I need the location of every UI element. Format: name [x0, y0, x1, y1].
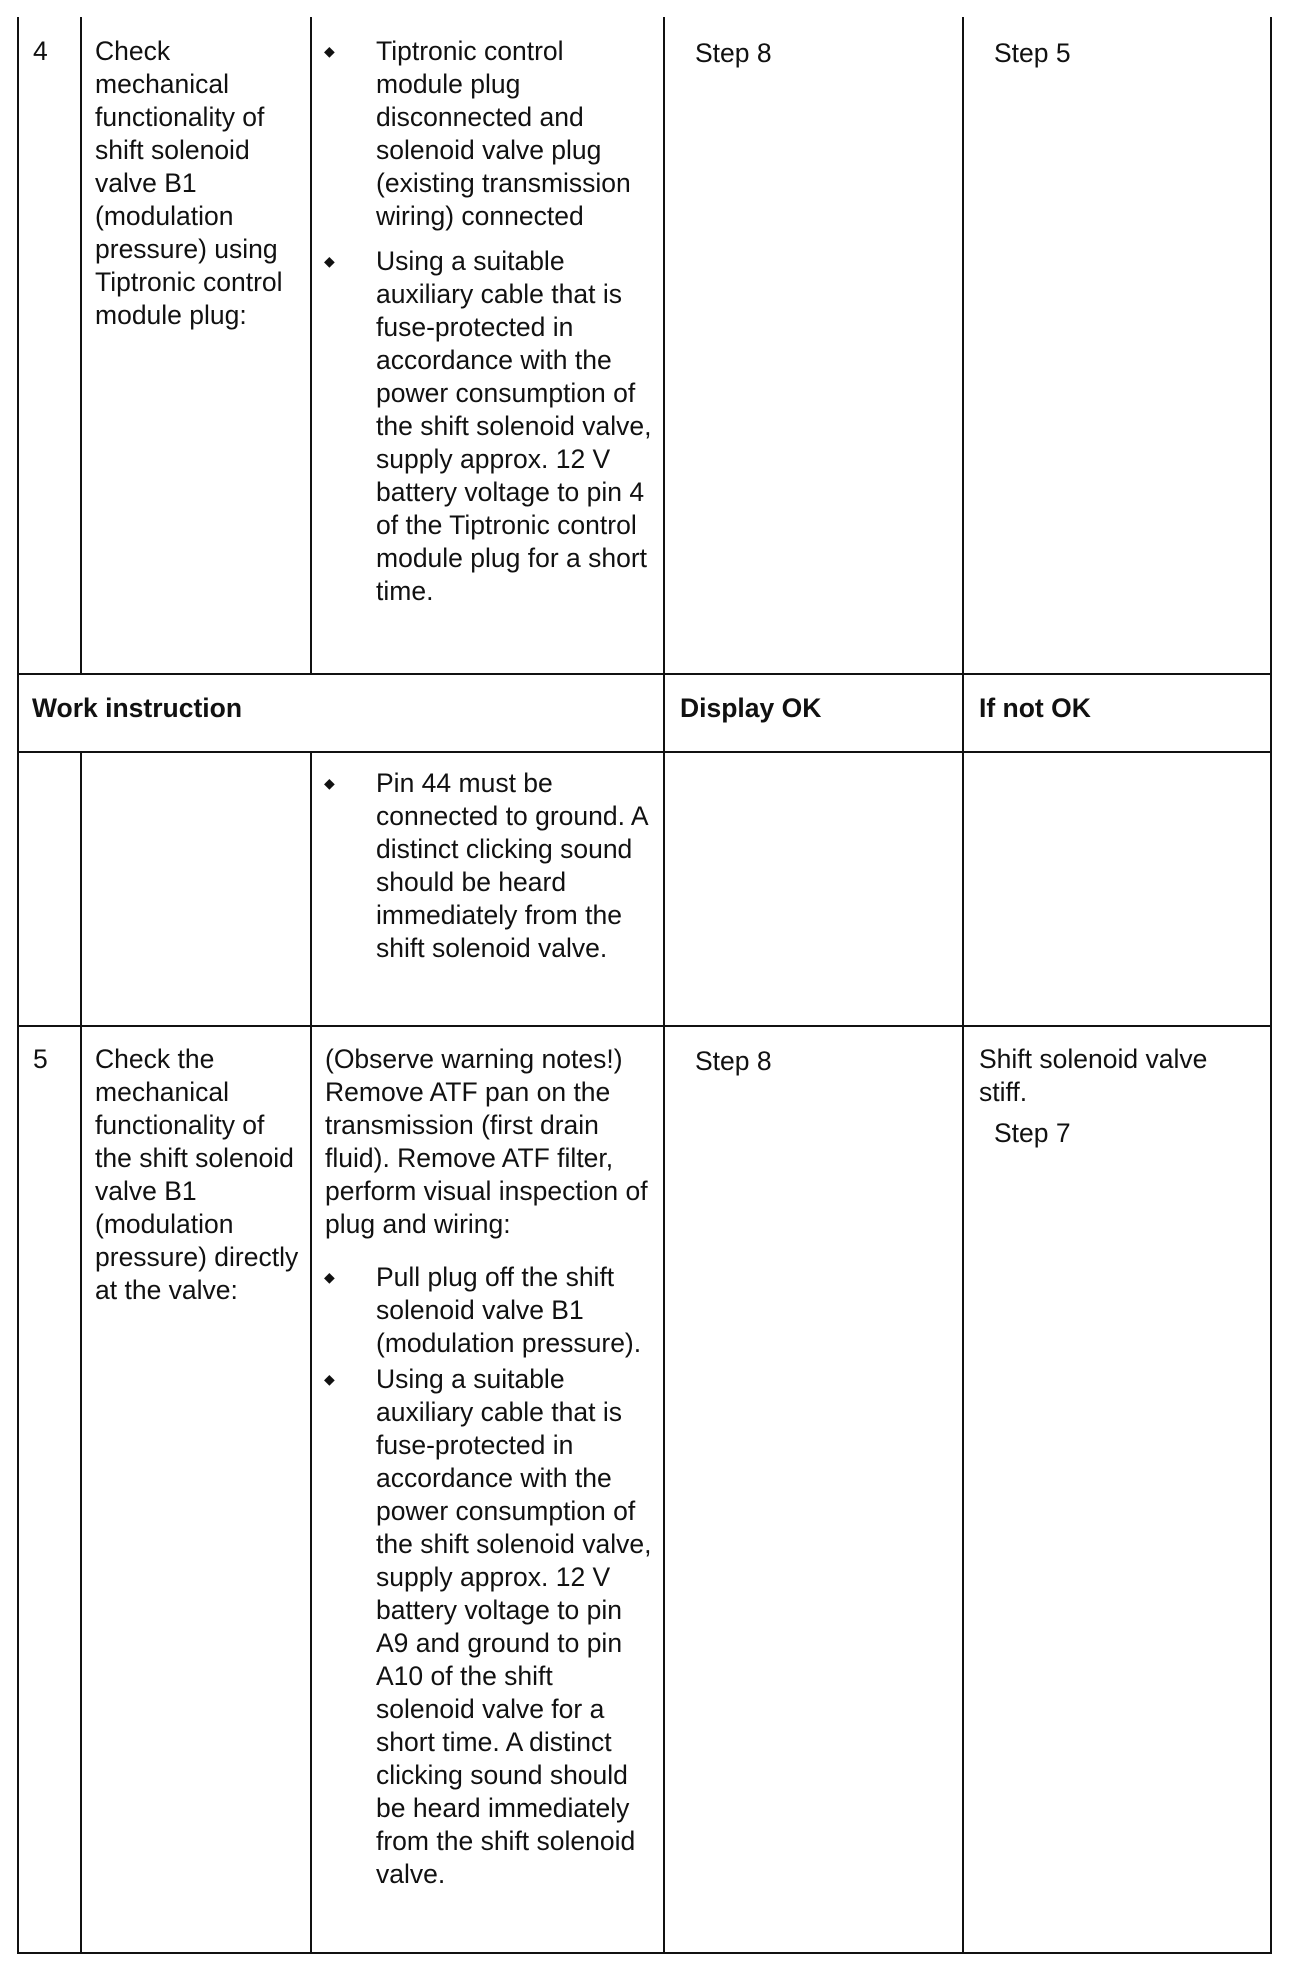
bullet-icon: ◆ — [324, 253, 335, 269]
row-divider — [17, 673, 1272, 675]
check-description: Check the mechanical functionality of the shift solenoid valve B1 (modulation pressure) directly at the valve: — [95, 1044, 299, 1305]
column-divider — [1270, 17, 1272, 1954]
bullet-icon: ◆ — [324, 775, 335, 791]
list-item — [312, 245, 657, 608]
display-ok-step: Step 8 — [695, 1046, 772, 1076]
step-number: 5 — [33, 1044, 48, 1074]
row-divider — [17, 751, 1272, 753]
list-item — [312, 1261, 657, 1360]
list-item-text: Pull plug off the shift solenoid valve B1 (modulation pressure). — [376, 1262, 642, 1358]
list-item-text: Tiptronic control module plug disconnected and solenoid valve plug (existing transmission wiring) connected — [376, 36, 631, 231]
column-divider — [80, 751, 82, 1954]
procedure-list — [312, 767, 657, 965]
display-ok-step: Step 8 — [695, 38, 772, 68]
bullet-icon: ◆ — [324, 43, 335, 59]
list-item — [312, 767, 657, 965]
header-if-not-ok: If not OK — [979, 693, 1091, 723]
bullet-icon: ◆ — [324, 1371, 335, 1387]
header-display-ok: Display OK — [680, 693, 822, 723]
column-divider — [962, 17, 964, 1954]
list-item — [312, 1363, 657, 1891]
list-item-text: Using a suitable auxiliary cable that is fuse-protected in accordance with the power consumption of the shift solenoid valve, supply approx. 12 V battery voltage to pin 4 of the Tiptronic control module plug for a short time. — [376, 246, 652, 606]
check-description: Check mechanical functionality of shift solenoid valve B1 (modulation pressure) using Tiptronic control module plug: — [95, 36, 283, 330]
list-item — [312, 35, 657, 233]
list-item-text: Using a suitable auxiliary cable that is fuse-protected in accordance with the power consumption of the shift solenoid valve, supply approx. 12 V battery voltage to pin A9 and ground to pin A10 of the shift solenoid valve for a short time. A distinct clicking sound should be heard immediately from the shift solenoid valve. — [376, 1364, 652, 1889]
procedure-intro: (Observe warning notes!) Remove ATF pan on the transmission (first drain fluid). Remove ATF filter, perform visual inspection of plug and wiring: — [325, 1044, 648, 1239]
bullet-icon: ◆ — [324, 1269, 335, 1285]
row-divider — [17, 1025, 1272, 1027]
procedure-list — [312, 1261, 657, 1891]
row-divider — [17, 1952, 1272, 1954]
if-not-ok-text: Shift solenoid valve stiff. — [979, 1044, 1208, 1107]
column-divider — [663, 17, 665, 1954]
procedure-list — [312, 35, 657, 608]
step-number: 4 — [33, 36, 48, 66]
column-divider — [80, 17, 82, 675]
if-not-ok-step: Step 7 — [994, 1118, 1071, 1148]
list-item-text: Pin 44 must be connected to ground. A distinct clicking sound should be heard immediately from the shift solenoid valve. — [376, 768, 648, 963]
column-divider — [17, 17, 19, 1954]
header-work-instruction: Work instruction — [32, 693, 243, 723]
if-not-ok-step: Step 5 — [994, 38, 1071, 68]
if-not-ok-description — [979, 1043, 1259, 1150]
